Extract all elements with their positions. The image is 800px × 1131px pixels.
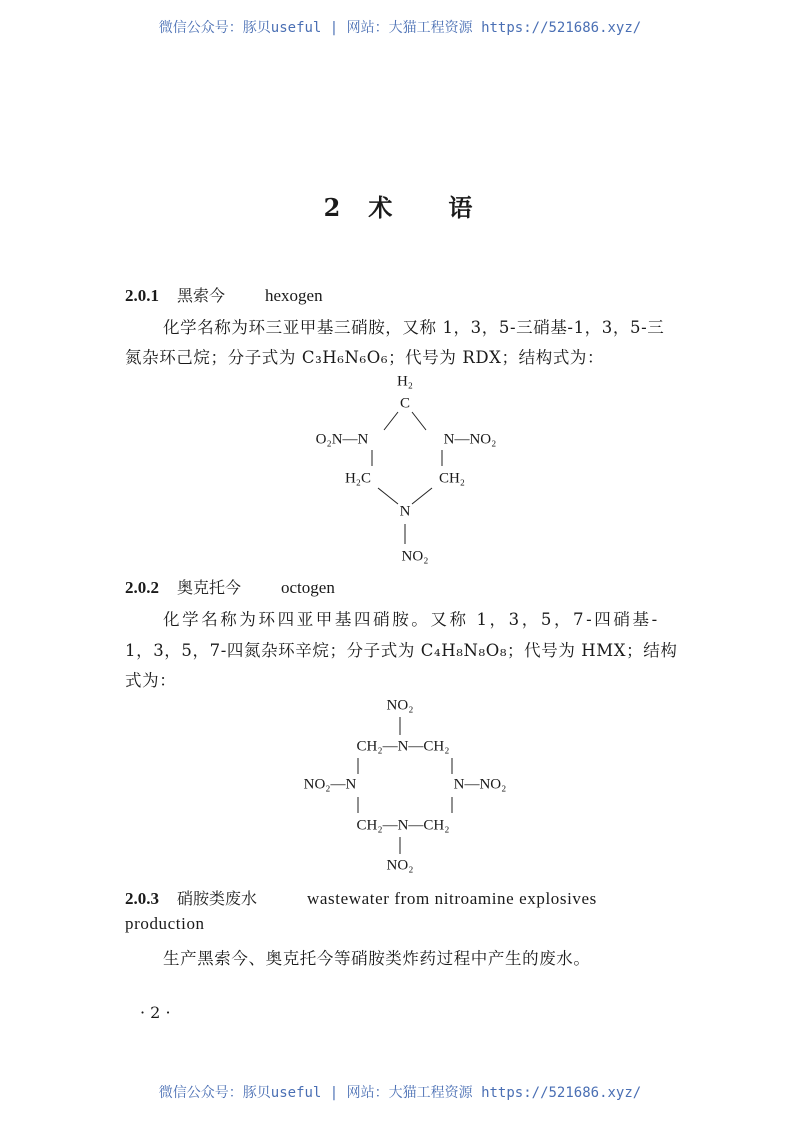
term-heading (125, 283, 323, 306)
term-number: 2.0.2 (125, 578, 159, 597)
watermark-footer: 微信公众号：豚贝useful | 网站：大猫工程资源 https://521686.xyz/ (158, 1085, 642, 1101)
atom-label: NO₂—N (303, 776, 357, 793)
term-heading (125, 886, 597, 909)
definition-line: 1，3，5，7-四氮杂环辛烷；分子式为 C₄H₈N₈O₈；代号为 HMX；结构 (125, 641, 678, 660)
atom-label: NO₂ (386, 697, 414, 714)
term-en-continued: production (125, 914, 205, 933)
atom-label: CH₂ (438, 470, 466, 487)
chapter-title-part: 术 (368, 193, 397, 222)
term-heading (125, 575, 335, 598)
atom-label: NO₂ (386, 857, 414, 874)
term-number: 2.0.1 (125, 286, 159, 305)
chapter-title-part: 语 (448, 193, 477, 222)
chapter-number: 2 (323, 193, 345, 222)
atom-label: CH₂—N—CH₂ (356, 738, 450, 755)
atom-label: NO₂ (401, 548, 429, 565)
atom-label: CH₂—N—CH₂ (356, 817, 450, 834)
atom-label: N (399, 503, 411, 520)
term-en: octogen (281, 578, 335, 597)
definition-line: 生产黑索今、奥克托今等硝胺类炸药过程中产生的废水。 (163, 949, 591, 968)
definition-line: 化学名称为环四亚甲基四硝胺。又称 1，3，5，7-四硝基- (163, 610, 660, 629)
atom-label: N—NO₂ (443, 431, 497, 448)
definition-line: 化学名称为环三亚甲基三硝胺，又称 1，3，5-三硝基-1，3，5-三 (163, 318, 665, 337)
atom-label: O₂N—N (315, 431, 369, 448)
term-zh: 奥克托今 (177, 578, 242, 597)
definition-line: 氮杂环己烷；分子式为 C₃H₆N₆O₆；代号为 RDX；结构式为： (125, 348, 605, 367)
page-number: · 2 · (140, 1003, 171, 1022)
term-zh: 硝胺类废水 (177, 889, 258, 908)
term-zh: 黑索今 (177, 286, 226, 305)
atom-label: C (399, 395, 411, 412)
atom-label: H₂C (344, 470, 372, 487)
term-number: 2.0.3 (125, 889, 159, 908)
term-en: wastewater from nitroamine explosives (307, 889, 597, 908)
term-en: hexogen (265, 286, 323, 305)
definition-line: 式为： (125, 671, 177, 690)
atom-label: H₂ (396, 373, 414, 390)
atom-label: N—NO₂ (453, 776, 507, 793)
chapter-title (0, 188, 800, 223)
watermark-header: 微信公众号：豚贝useful | 网站：大猫工程资源 https://521686.xyz/ (158, 20, 642, 36)
